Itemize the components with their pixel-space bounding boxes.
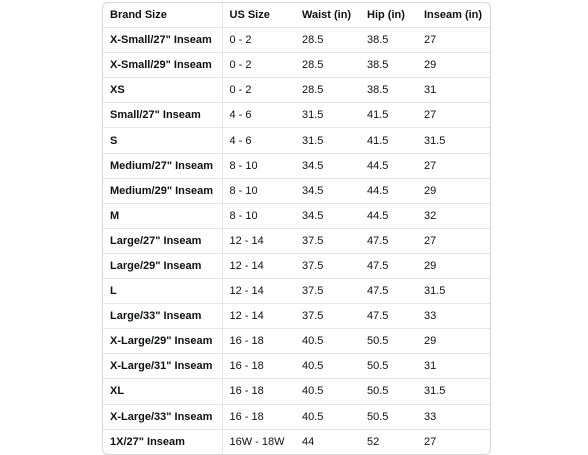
hip-cell: 50.5 bbox=[360, 329, 417, 354]
waist-cell: 34.5 bbox=[295, 178, 360, 203]
table-row bbox=[103, 78, 490, 103]
inseam-cell: 31 bbox=[417, 78, 490, 103]
waist-cell: 40.5 bbox=[295, 379, 360, 404]
hip-cell: 50.5 bbox=[360, 404, 417, 429]
hip-cell: 41.5 bbox=[360, 103, 417, 128]
table-row bbox=[103, 279, 490, 304]
table-row bbox=[103, 103, 490, 128]
us-size-cell: 16 - 18 bbox=[222, 329, 295, 354]
hip-cell: 47.5 bbox=[360, 228, 417, 253]
inseam-cell: 27 bbox=[417, 153, 490, 178]
hip-cell: 44.5 bbox=[360, 203, 417, 228]
table-row bbox=[103, 354, 490, 379]
brand-size-cell: X-Small/27" Inseam bbox=[103, 28, 222, 53]
hip-cell: 50.5 bbox=[360, 379, 417, 404]
us-size-cell: 12 - 14 bbox=[222, 253, 295, 278]
table-row bbox=[103, 329, 490, 354]
brand-size-cell: L bbox=[103, 279, 222, 304]
inseam-cell: 27 bbox=[417, 28, 490, 53]
size-chart-body bbox=[103, 28, 490, 454]
us-size-cell: 8 - 10 bbox=[222, 203, 295, 228]
waist-cell: 40.5 bbox=[295, 354, 360, 379]
table-row bbox=[103, 429, 490, 454]
hip-cell: 47.5 bbox=[360, 279, 417, 304]
brand-size-cell: Large/29" Inseam bbox=[103, 253, 222, 278]
table-row bbox=[103, 153, 490, 178]
waist-cell: 31.5 bbox=[295, 103, 360, 128]
inseam-cell: 27 bbox=[424, 435, 437, 448]
hip-cell: 52 bbox=[367, 435, 380, 448]
waist-cell: 37.5 bbox=[295, 228, 360, 253]
inseam-cell: 31.5 bbox=[417, 128, 490, 153]
header-row bbox=[103, 3, 490, 28]
inseam-cell: 33 bbox=[417, 404, 490, 429]
hip-cell: 38.5 bbox=[360, 53, 417, 78]
hip-cell: 41.5 bbox=[360, 128, 417, 153]
us-size-cell: 0 - 2 bbox=[222, 53, 295, 78]
us-size-cell: 4 - 6 bbox=[222, 103, 295, 128]
inseam-cell: 29 bbox=[417, 253, 490, 278]
size-chart-header bbox=[103, 3, 490, 28]
waist-cell: 40.5 bbox=[295, 329, 360, 354]
table-row bbox=[103, 228, 490, 253]
waist-cell: 40.5 bbox=[295, 404, 360, 429]
brand-size-cell: Medium/27" Inseam bbox=[103, 153, 222, 178]
brand-size-cell: XL bbox=[103, 379, 222, 404]
header-us-size: US Size bbox=[222, 3, 295, 28]
table-row bbox=[103, 203, 490, 228]
us-size-cell: 8 - 10 bbox=[222, 178, 295, 203]
waist-cell: 28.5 bbox=[295, 78, 360, 103]
inseam-cell: 33 bbox=[417, 304, 490, 329]
us-size-cell: 0 - 2 bbox=[222, 28, 295, 53]
brand-size-cell: Medium/29" Inseam bbox=[103, 178, 222, 203]
brand-size-cell: S bbox=[103, 128, 222, 153]
us-size-cell: 16 - 18 bbox=[222, 379, 295, 404]
us-size-cell: 8 - 10 bbox=[222, 153, 295, 178]
header-brand-size: Brand Size bbox=[103, 3, 222, 28]
us-size-cell: 16 - 18 bbox=[222, 354, 295, 379]
table-row bbox=[103, 178, 490, 203]
us-size-cell: 4 - 6 bbox=[222, 128, 295, 153]
inseam-cell: 29 bbox=[417, 329, 490, 354]
inseam-cell: 27 bbox=[417, 103, 490, 128]
us-size-cell: 0 - 2 bbox=[222, 78, 295, 103]
inseam-cell: 27 bbox=[417, 228, 490, 253]
hip-cell: 44.5 bbox=[360, 153, 417, 178]
waist-cell: 34.5 bbox=[295, 153, 360, 178]
waist-cell: 37.5 bbox=[295, 304, 360, 329]
waist-cell: 28.5 bbox=[295, 28, 360, 53]
table-row bbox=[103, 379, 490, 404]
table-row bbox=[103, 28, 490, 53]
waist-cell: 31.5 bbox=[295, 128, 360, 153]
table-row bbox=[103, 253, 490, 278]
hip-cell: 44.5 bbox=[360, 178, 417, 203]
us-size-cell: 12 - 14 bbox=[222, 228, 295, 253]
brand-size-cell: X-Large/33" Inseam bbox=[103, 404, 222, 429]
brand-size-cell: XS bbox=[103, 78, 222, 103]
inseam-cell: 29 bbox=[417, 178, 490, 203]
inseam-cell: 29 bbox=[417, 53, 490, 78]
header-waist: Waist (in) bbox=[295, 3, 360, 28]
brand-size-cell: M bbox=[103, 203, 222, 228]
brand-size-cell: Large/33" Inseam bbox=[103, 304, 222, 329]
brand-size-cell: 1X/27" Inseam bbox=[103, 429, 222, 454]
inseam-cell: 31.5 bbox=[417, 279, 490, 304]
brand-size-cell: Small/27" Inseam bbox=[103, 103, 222, 128]
table-row bbox=[103, 128, 490, 153]
table-row bbox=[103, 53, 490, 78]
size-chart-grid bbox=[103, 3, 490, 454]
brand-size-cell: X-Large/29" Inseam bbox=[103, 329, 222, 354]
hip-cell: 38.5 bbox=[360, 78, 417, 103]
us-size-cell: 12 - 14 bbox=[222, 304, 295, 329]
brand-size-cell: Large/27" Inseam bbox=[103, 228, 222, 253]
waist-cell: 37.5 bbox=[295, 253, 360, 278]
waist-cell: 44 bbox=[302, 435, 315, 448]
brand-size-cell: X-Small/29" Inseam bbox=[103, 53, 222, 78]
inseam-cell: 31 bbox=[417, 354, 490, 379]
waist-cell: 37.5 bbox=[295, 279, 360, 304]
us-size-cell: 16 - 18 bbox=[222, 404, 295, 429]
size-chart-table bbox=[102, 2, 491, 455]
brand-size-cell: X-Large/31" Inseam bbox=[103, 354, 222, 379]
hip-cell: 50.5 bbox=[360, 354, 417, 379]
header-inseam: Inseam (in) bbox=[417, 3, 490, 28]
us-size-cell: 16W - 18W bbox=[229, 435, 285, 448]
hip-cell: 47.5 bbox=[360, 253, 417, 278]
inseam-cell: 31.5 bbox=[417, 379, 490, 404]
hip-cell: 38.5 bbox=[360, 28, 417, 53]
table-row bbox=[103, 404, 490, 429]
inseam-cell: 32 bbox=[417, 203, 490, 228]
hip-cell: 47.5 bbox=[360, 304, 417, 329]
header-hip: Hip (in) bbox=[360, 3, 417, 28]
table-row bbox=[103, 304, 490, 329]
us-size-cell: 12 - 14 bbox=[222, 279, 295, 304]
waist-cell: 28.5 bbox=[295, 53, 360, 78]
waist-cell: 34.5 bbox=[295, 203, 360, 228]
